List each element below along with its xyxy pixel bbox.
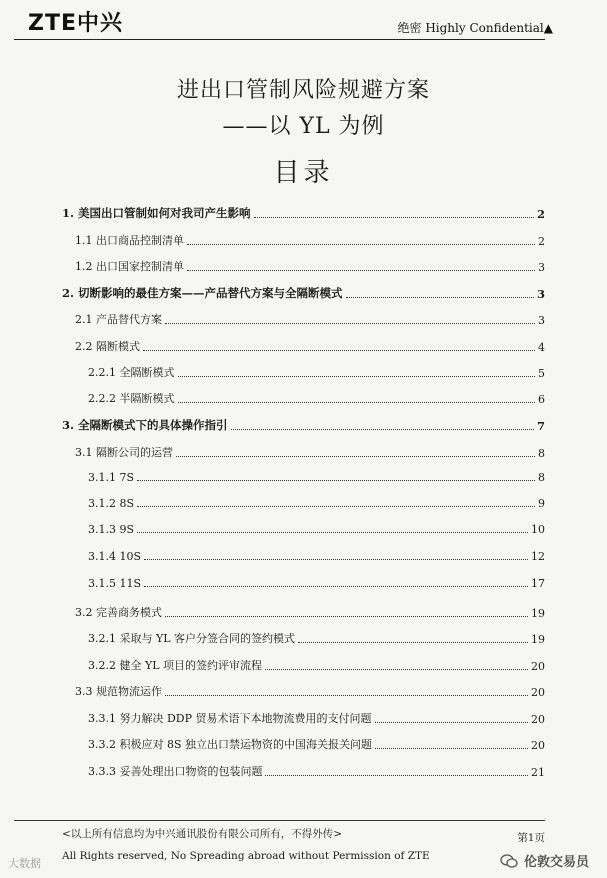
toc-leader-dots [298, 641, 528, 643]
toc-entry-label: 1. 美国出口管制如何对我司产生影响 [62, 206, 251, 220]
watermark-right-text: 伦敦交易员 [523, 855, 589, 870]
toc-entry [75, 232, 545, 248]
toc-entry-page: 2 [538, 235, 545, 248]
toc-entry-label: 3.1 隔断公司的运营 [75, 446, 173, 459]
toc-leader-dots [176, 455, 535, 457]
toc-entry-page: 8 [538, 471, 545, 484]
toc-entry-page: 3 [538, 314, 545, 327]
toc-leader-dots [265, 774, 528, 776]
toc-entry [88, 364, 545, 380]
toc-entry-label: 2.2 隔断模式 [75, 340, 140, 353]
toc-leader-dots [137, 531, 528, 533]
toc-leader-dots [187, 269, 535, 271]
document-subtitle: ——以 YL 为例 [222, 114, 385, 139]
wechat-icon [500, 854, 518, 868]
toc-entry-page: 20 [531, 739, 545, 752]
toc-entry-page: 4 [538, 341, 545, 354]
toc-heading: 目录 [273, 158, 334, 188]
toc-entry-page: 19 [531, 633, 545, 646]
toc-entry-page: 7 [536, 419, 545, 433]
toc-entry-page: 20 [531, 660, 545, 673]
toc-entry-page: 3 [538, 261, 545, 274]
confidentiality-label: 绝密 Highly Confidential▲ [397, 21, 553, 35]
toc-leader-dots [187, 243, 535, 245]
toc-entry-label: 3.2.1 采取与 YL 客户分签合同的签约模式 [88, 632, 296, 645]
toc-entry [75, 683, 545, 699]
toc-entry-page: 2 [536, 207, 545, 221]
toc-leader-dots [375, 747, 528, 749]
page-number: 第1页 [517, 832, 545, 844]
toc-entry-label: 2.2.2 半隔断模式 [88, 392, 175, 405]
toc-entry-page: 9 [538, 497, 545, 510]
toc-entry-label: 1.2 出口国家控制清单 [75, 260, 184, 273]
toc-leader-dots [165, 694, 528, 696]
toc-leader-dots [178, 401, 536, 403]
toc-entry [88, 390, 545, 406]
toc-leader-dots [144, 558, 528, 560]
toc-leader-dots [254, 216, 534, 218]
toc-leader-dots [165, 322, 535, 324]
toc-entry-page: 21 [531, 766, 545, 779]
toc-entry [75, 311, 545, 327]
toc-leader-dots [137, 479, 535, 481]
toc-entry-label: 3.1.5 11S [88, 577, 142, 590]
toc-leader-dots [143, 349, 535, 351]
toc-entry [88, 523, 545, 536]
toc-entry-page: 5 [538, 367, 545, 380]
toc-leader-dots [165, 615, 528, 617]
toc-entry [62, 205, 545, 221]
toc-entry-page: 10 [531, 523, 545, 536]
toc-entry-label: 3.3.1 努力解决 DDP 贸易术语下本地物流费用的支付问题 [88, 712, 372, 725]
footer-notice-en: All Rights reserved, No Spreading abroad without Permission of ZTE [62, 850, 430, 862]
toc-entry [88, 471, 545, 484]
toc-entry [75, 604, 545, 620]
toc-leader-dots [375, 721, 528, 723]
toc-entry-label: 3.2.2 健全 YL 项目的签约评审流程 [88, 659, 263, 672]
toc-entry-label: 2. 切断影响的最佳方案——产品替代方案与全隔断模式 [62, 286, 343, 300]
watermark-right [500, 851, 589, 870]
toc-entry [75, 258, 545, 274]
toc-entry [88, 577, 545, 590]
toc-entry-label: 2.1 产品替代方案 [75, 313, 162, 326]
toc-entry-page: 20 [531, 686, 545, 699]
toc-leader-dots [137, 505, 535, 507]
toc-entry-label: 3.1.2 8S [88, 497, 135, 510]
toc-leader-dots [231, 428, 534, 430]
toc-entry-label: 3.3.2 积极应对 8S 独立出口禁运物资的中国海关报关问题 [88, 738, 373, 751]
toc-entry-label: 3.3.3 妥善处理出口物资的包装问题 [88, 765, 263, 778]
toc-entry-page: 17 [531, 577, 545, 590]
toc-entry [62, 417, 545, 433]
toc-entry [62, 285, 545, 301]
toc-leader-dots [178, 375, 536, 377]
watermark-left: 大数据 [8, 857, 41, 870]
toc-entry-page: 12 [531, 550, 545, 563]
toc-entry-label: 3.1.4 10S [88, 550, 142, 563]
toc-entry [88, 497, 545, 510]
toc-entry-page: 6 [538, 393, 545, 406]
footer-notice-cn: <以上所有信息均为中兴通讯股份有限公司所有，不得外传> [62, 828, 343, 840]
toc-entry-label: 3.1.1 7S [88, 471, 135, 484]
toc-entry-label: 2.2.1 全隔断模式 [88, 366, 175, 379]
toc-entry [88, 763, 545, 779]
toc-entry-label: 1.1 出口商品控制清单 [75, 234, 184, 247]
toc-entry-page: 3 [536, 287, 545, 301]
toc-entry-label: 3.2 完善商务模式 [75, 606, 162, 619]
footer-divider [14, 820, 545, 821]
zte-logo: ZTE中兴 [28, 11, 123, 36]
toc-entry [88, 736, 545, 752]
toc-entry-page: 20 [531, 713, 545, 726]
toc-entry-label: 3.1.3 9S [88, 523, 135, 536]
toc-entry [88, 710, 545, 726]
toc-entry-label: 3.3 规范物流运作 [75, 685, 162, 698]
toc-entry [88, 550, 545, 563]
toc-entry [88, 630, 545, 646]
toc-leader-dots [346, 296, 534, 298]
toc-entry-label: 3. 全隔断模式下的具体操作指引 [62, 418, 228, 432]
toc-entry-page: 8 [538, 447, 545, 460]
toc-entry-page: 19 [531, 607, 545, 620]
toc-entry [75, 338, 545, 354]
toc-leader-dots [144, 585, 528, 587]
document-title: 进出口管制风险规避方案 [176, 78, 430, 103]
toc-entry [75, 444, 545, 460]
toc-leader-dots [265, 668, 528, 670]
toc-entry [88, 657, 545, 673]
